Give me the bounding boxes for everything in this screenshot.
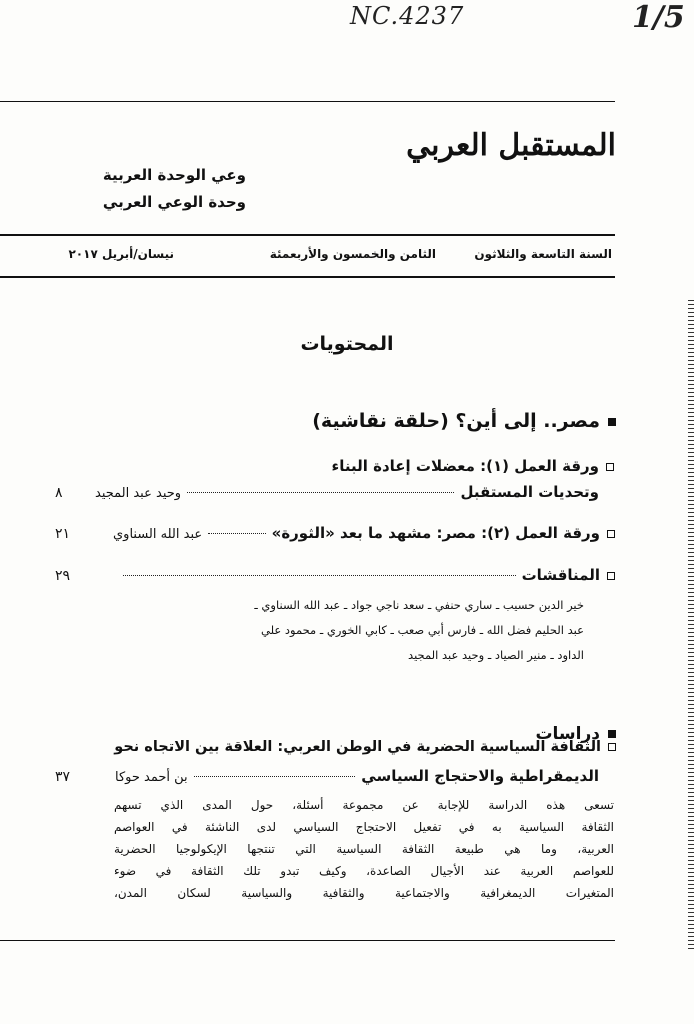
item-3-line	[55, 566, 615, 584]
issue-bar-bottom-rule	[0, 276, 615, 278]
item-3-title: المناقشات	[521, 566, 600, 584]
issue-year: السنة التاسعة والثلاثون	[474, 247, 612, 261]
study-title: الثقافة السياسية الحضرية في الوطن العربي: العلاقة بين الاتجاه نحو	[114, 739, 601, 755]
item-1-line-2	[55, 483, 615, 501]
open-square-bullet	[606, 463, 614, 471]
leader-dots	[123, 575, 516, 576]
open-square-bullet	[608, 743, 616, 751]
item-1-author: وحيد عبد المجيد	[95, 486, 182, 501]
leader-dots	[194, 776, 356, 777]
abstract-line-2: الثقافة السياسية به في تفعيل الاحتجاج السياسي لدى الناشئة في العواصم	[114, 820, 614, 834]
top-rule	[0, 101, 615, 102]
leader-dots	[208, 533, 266, 534]
issue-date: نيسان/أبريل ٢٠١٧	[68, 247, 174, 261]
scan-edge-pattern	[688, 300, 694, 950]
study-line-2	[55, 767, 615, 785]
issue-bar-top-rule	[0, 234, 615, 236]
item-3-page: ٢٩	[55, 568, 71, 584]
abstract-line-5: المتغيرات الديمغرافية والاجتماعية والثقافية والسياسية لسكان المدن،	[114, 886, 614, 900]
section-1-heading	[312, 410, 616, 432]
handwritten-reference-number: NC.4237	[350, 2, 465, 30]
item-3-title-wrap	[522, 566, 615, 584]
filled-square-bullet	[608, 730, 616, 738]
magazine-logo: المستقبل العربي	[406, 128, 616, 163]
abstract-line-3: العربية، وما هي طبيعة الثقافة السياسية التي تنتجها الإيكولوجيا الحضرية	[114, 842, 614, 856]
open-square-bullet	[607, 572, 615, 580]
item-2-author: عبد الله السناوي	[113, 527, 203, 542]
contents-title: المحتويات	[300, 333, 394, 355]
participants-line-3: الداود ـ منير الصياد ـ وحيد عبد المجيد	[408, 648, 584, 662]
item-1-title: ورقة العمل (١): معضلات إعادة البناء	[331, 457, 599, 475]
item-2-line	[55, 524, 615, 542]
abstract-line-4: للعواصم العربية عند الأجيال الصاعدة، وكيف تبدو تلك الثقافة في ضوء	[114, 864, 614, 878]
item-1-line-1	[332, 457, 614, 475]
bottom-rule	[0, 940, 615, 941]
participants-line-1: خير الدين حسيب ـ ساري حنفي ـ سعد ناجي جواد ـ عبد الله السناوي ـ	[254, 598, 584, 612]
item-1-page: ٨	[55, 485, 63, 501]
filled-square-bullet	[608, 418, 616, 426]
item-2-page: ٢١	[55, 526, 71, 542]
item-2-title: ورقة العمل (٢): مصر: مشهد ما بعد «الثورة»	[271, 524, 600, 542]
section-1-title: مصر.. إلى أين؟ (حلقة نقاشية)	[312, 410, 600, 432]
tagline-2: وحدة الوعي العربي	[102, 193, 246, 211]
section-2-title: دراسات	[535, 724, 600, 744]
issue-number: الثامن والخمسون والأربعمئة	[269, 247, 436, 261]
tagline-1: وعي الوحدة العربية	[102, 166, 246, 184]
open-square-bullet	[607, 530, 615, 538]
abstract-line-1: تسعى هذه الدراسة للإجابة عن مجموعة أسئلة، حول المدى الذي تسهم	[114, 798, 614, 812]
item-1-title-cont: وتحديات المستقبل	[460, 483, 599, 501]
study-page: ٣٧	[55, 769, 71, 785]
study-author: بن أحمد حوكا	[115, 770, 188, 785]
item-2-title-wrap	[272, 524, 615, 542]
handwritten-page-mark: 1/5	[632, 0, 685, 35]
study-title-cont: الديمقراطية والاحتجاج السياسي	[361, 767, 599, 785]
participants-line-2: عبد الحليم فضل الله ـ فارس أبي صعب ـ كابي الخوري ـ محمود علي	[260, 623, 584, 637]
leader-dots	[187, 492, 454, 493]
study-line-1	[71, 739, 616, 755]
